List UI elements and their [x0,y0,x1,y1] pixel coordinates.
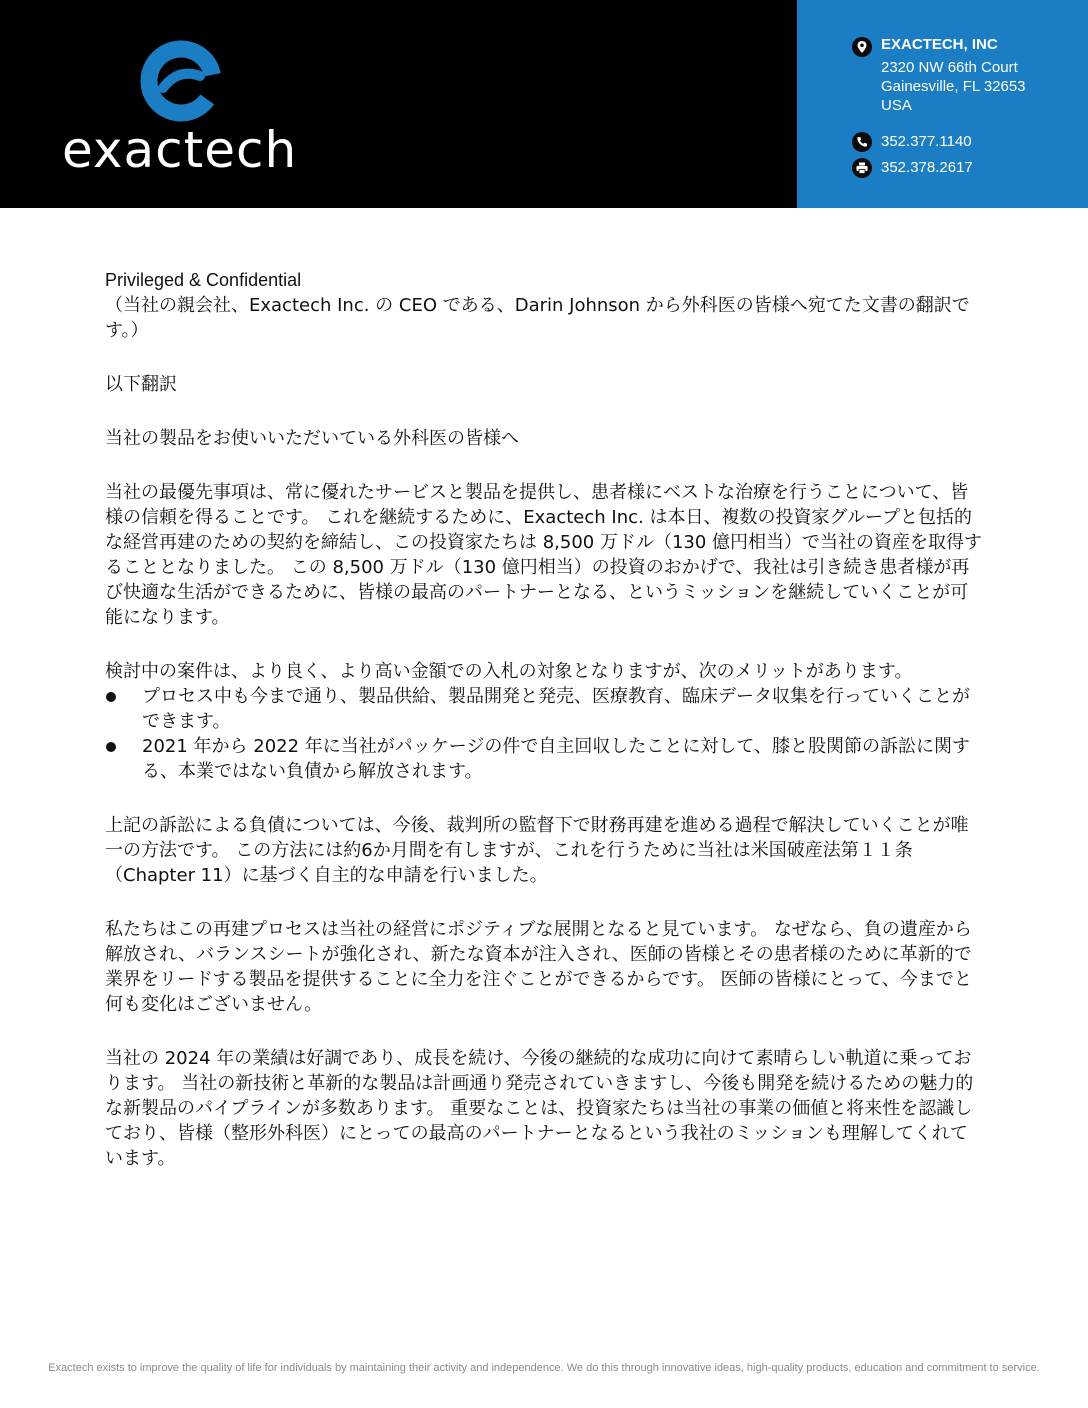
translation-note: （当社の親会社、Exactech Inc. の CEO である、Darin Johnson から外科医の皆様へ宛てた文書の翻訳です。） [105,295,970,341]
list-item [105,734,985,784]
salutation: 当社の製品をお使いいただいている外科医の皆様へ [105,428,519,449]
exactech-logo-wordmark: exactech [62,121,298,179]
address-line-1: 2320 NW 66th Court [881,59,1018,76]
benefit-list [105,684,985,784]
list-item [105,684,985,734]
paragraph-4: 私たちはこの再建プロセスは当社の経営にポジティブな展開となると見ています。 なぜなら、負の遺産から解放され、バランスシートが強化され、新たな資本が注入され、医師の皆様とその患者様のために革新的で業界をリードする製品を提供することに全力を注ぐことができるからです。 医師の皆様にとって、今までと何も変化はございません。 [105,919,972,1015]
phone-number: 352.377.1140 [881,133,972,150]
fax-contact [852,158,1072,180]
list-item-text: プロセス中も今まで通り、製品供給、製品開発と発売、医療教育、臨床データ収集を行っていくことができます。 [142,686,970,732]
paragraph-2: 検討中の案件は、より良く、より高い金額での入札の対象となりますが、次のメリットがあります。 [105,661,913,682]
confidential-label: Privileged & Confidential [105,270,302,290]
phone-icon [852,132,872,152]
printer-icon [852,158,872,178]
bullet-icon [106,742,116,752]
letterhead-black-panel [0,0,797,208]
letterhead [0,0,1088,208]
map-pin-icon [852,37,872,57]
address-line-3: USA [881,97,912,114]
address-line-2: Gainesville, FL 32653 [881,78,1026,95]
letter-body [105,268,985,1171]
bullet-icon [106,692,116,702]
footer-tagline: Exactech exists to improve the quality of life for individuals by maintaining their activity and independence. We do this through innovative ideas, high-quality products, education and commitment to service. [48,1362,1040,1374]
exactech-logo-icon [138,38,224,124]
translation-heading: 以下翻訳 [105,374,177,395]
paragraph-5: 当社の 2024 年の業績は好調であり、成長を続け、今後の継続的な成功に向けて素晴らしい軌道に乗っております。 当社の新技術と革新的な製品は計画通り発売されていきますし、今後も開発を続けるための魅力的な新製品のパイプラインが多数あります。 重要なことは、投資家たちは当社の事業の価値と将来性を認識しており、皆様（整形外科医）にとっての最高のパートナーとなるという我社のミッションも理解してくれています。 [105,1048,974,1169]
company-name: EXACTECH, INC [881,36,998,53]
phone-contact [852,132,1072,154]
fax-number: 352.378.2617 [881,159,973,176]
paragraph-1: 当社の最優先事項は、常に優れたサービスと製品を提供し、患者様にベストな治療を行うことについて、皆様の信頼を得ることです。 これを継続するために、Exactech Inc. は本日、複数の投資家グループと包括的な経営再建のための契約を締結し、この投資家たちは 8,500 万ドル（130 億円相当）で当社の資産を取得することとなりました。 この 8,500 万ドル（130 億円相当）の投資のおかげで、我社は引き続き患者様が再び快適な生活ができるために、皆様の最高のパートナーとなる、というミッションを継続していくことが可能になります。 [105,482,983,628]
paragraph-3: 上記の訴訟による負債については、今後、裁判所の監督下で財務再建を進める過程で解決していくことが唯一の方法です。 この方法には約6か月間を有しますが、これを行うために当社は米国破産法第１１条（Chapter 11）に基づく自主的な申請を行いました。 [105,815,969,886]
list-item-text: 2021 年から 2022 年に当社がパッケージの件で自主回収したことに対して、膝と股関節の訴訟に関する、本業ではない負債から解放されます。 [142,736,971,782]
